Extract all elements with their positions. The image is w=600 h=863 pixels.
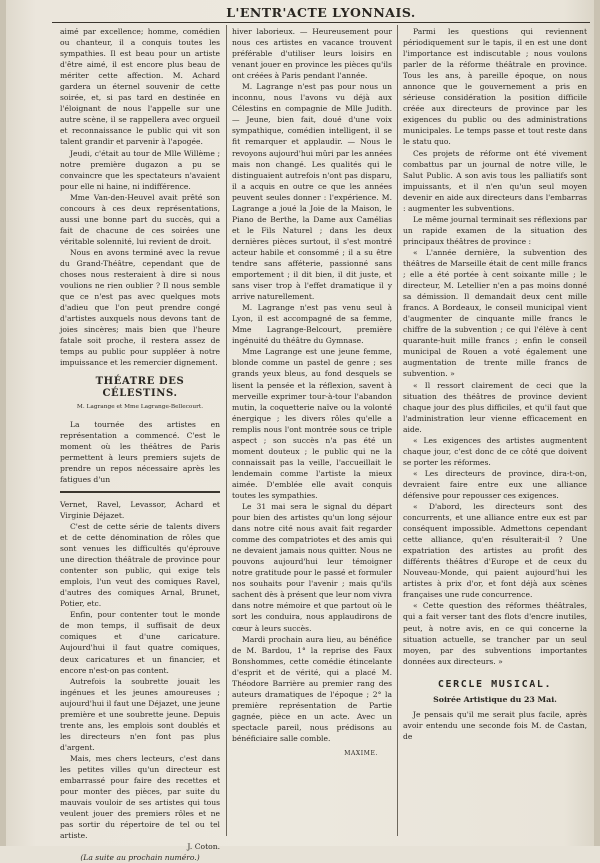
paragraph: aimé par excellence; homme, comédien ou chanteur, il a conquis toutes les sympathies. Il est beau pour un artiste d'être aimé, il est encore plus beau de mériter cette affection. M. Achard gardera un éternel souvenir de cette soirée, et, si pas tard en destinée en l'éloignant de nous l'appelle sur une autre scène, il se rappellera avec orgueil et reconnaissance le public qui vit son talent grandir et parvenir à l'apogée.: [60, 27, 220, 147]
author-signature: J. Coton.: [187, 842, 220, 852]
paragraph: « D'abord, les directeurs sont des concurrents, et une alliance entre eux est par conséquent impossible. Admettons cependant cette alliance, qu'en résulterait-il ? Une expatriation des artistes au profit des différents théâtres d'Europe et de ceux du Nouveau-Monde, qui paient aujourd'hui les artistes à prix d'or, et font déjà aux scènes françaises une rude concurrence.: [403, 502, 587, 600]
paragraph: « Il ressort clairement de ceci que la situation des théâtres de province devient chaque jour des plus difficiles, et qu'il faut que l'administration leur vienne efficacement en aide.: [403, 380, 587, 434]
paragraph: Jeudi, c'était au tour de Mlle Willème ; notre première dugazon a pu se convaincre que les spectateurs n'avaient pour elle ni haine, ni indifférence.: [60, 148, 220, 191]
paragraph: « L'année dernière, la subvention des théâtres de Marseille était de cent mille francs ; elle a été portée à cent soixante mille ; le directeur, M. Letellier n'en a pas moins donné sa démission. Il demandait deux cent mille francs. A Bordeaux, le conseil municipal vient d'augmenter de cinquante mille francs le chiffre de la subvention ; ce qui l'élève à cent quarante-huit mille francs ; enfin le conseil municipal de Rouen a voté également une augmentation de trente mille francs de subvention. »: [403, 247, 587, 379]
paragraph: Mme Lagrange est une jeune femme, blonde comme un pastel de genre ; ses grands yeux bleus, au fond desquels se lisent la pensée et la réflexion, savent à merveille exprimer tour-à-tour l'abandon mutin, la coquetterie naïve ou la volonté énergique ; les divers rôles qu'elle a remplis nous l'ont montrée sous ce triple aspect ; son succès n'a pas été un moment douteux ; le public qui ne la connaissait pas la veille, l'accueillait le lendemain comme l'artiste la mieux aimée. D'emblée elle avait conquis toutes les sympathies.: [232, 347, 392, 500]
paragraph: Mais, mes chers lecteurs, c'est dans les petites villes qu'un directeur est embarrassé pour faire des recettes et pour monter des pièces, par suite du mauvais vouloir de ses artistes qui tous veulent jouer des premiers rôles et ne pas sortir du répertoire de tel ou tel artiste.: [60, 753, 220, 841]
column-right: [403, 26, 587, 834]
page-title: L'ENTR'ACTE LYONNAIS.: [226, 5, 416, 20]
page-edge-right: [594, 0, 600, 846]
paragraph: Je pensais qu'il me serait plus facile, après avoir entendu une seconde fois M. de Castan, de: [403, 709, 587, 741]
paragraph: Le même journal terminait ses réflexions par un rapide examen de la situation des principaux théâtres de province :: [403, 214, 587, 246]
paragraph: « Les directeurs de province, dira-t-on, devraient faire entre eux une alliance défensive pour repousser ces exigences.: [403, 468, 587, 500]
column-left: [60, 26, 220, 863]
paragraph: Ces projets de réforme ont été vivement combattus par un journal de notre ville, le Salut Public. A son avis tous les palliatifs sont impuissants, et il n'en qu'un seul moyen devenir en aide aux directeurs dans l'embarras : augmenter les subventions.: [403, 148, 587, 213]
paragraph: « Cette question des réformes théâtrales, qui a fait verser tant des flots d'encre inutiles, peut, à notre avis, en ce qui concerne la situation actuelle, se trancher par un seul moyen, par des subventions importantes données aux directeurs. »: [403, 601, 587, 666]
paragraph: La tournée des artistes en représentation a commencé. C'est le moment où les théâtres de Paris permettent à leurs premiers sujets de prendre un repos nécessaire après les fatigues d'un: [60, 419, 220, 484]
paragraph: Mme Van-den-Heuvel avait prêté son concours à ces deux représentations, aussi une bonne part du succès, qui a fait de chacune de ces soirées une véritable solennité, lui revient de droit.: [60, 192, 220, 246]
paragraph: M. Lagrange n'est pas venu seul à Lyon, il est accompagné de sa femme, Mme Lagrange-Belcourt, première ingénuité du théâtre du Gymnase.: [232, 303, 392, 346]
paragraph: « Les exigences des artistes augmentent chaque jour, c'est donc de ce côté que doivent se porter les réformes.: [403, 435, 587, 467]
section-divider: [60, 491, 220, 493]
page-edge-left: [0, 0, 6, 846]
paragraph: Nous en avons terminé avec la revue du Grand-Théâtre, cependant que de choses nous resteraient à dire si nous voulions ne rien oublier ? Il nous semble que ce n'est pas avec quelques mots d'adieu que l'on peut prendre congé d'artistes auxquels nous devons tant de joies sincères; mais bien que l'heure fatale soit proche, il restera assez de temps au public pour suppléer à notre impuissance et les remercier dignement.: [60, 247, 220, 368]
section-title: THÉATRE DES CÉLESTINS.: [95, 376, 185, 399]
paragraph: Autrefois la soubrette jouait les ingénues et les jeunes amoureuses ; aujourd'hui il faut une Déjazet, une jeune première et une soubrette jeune. Depuis trente ans, les emplois sont doublés et les directeurs n'en font pas plus d'argent.: [60, 676, 220, 752]
paragraph: Mardi prochain aura lieu, au bénéfice de M. Bardou, 1° la reprise des Faux Bonshommes, cette comédie étincelante d'esprit et de vérité, qui a placé M. Théodore Barrière au premier rang des auteurs dramatiques de l'époque ; 2° la première représentation de Partie gagnée, pièce en un acte. Avec un spectacle pareil, nous prédisons au bénéficiaire salle comble.: [232, 634, 392, 743]
section-subtitle-soiree: Soirée Artistique du 23 Mai.: [433, 694, 557, 704]
column-divider: [397, 25, 398, 836]
paragraph: hiver laborieux. — Heureusement pour nous ces artistes en vacance trouvent préférable d'utiliser leurs loisirs en venant jouer en province les pièces qu'ils ont créées à Paris pendant l'année.: [232, 27, 392, 81]
paragraph: M. Lagrange n'est pas pour nous un inconnu, nous l'avons vu déjà aux Célestins en compagnie de Mlle Judith. — Jeune, bien fait, doué d'une voix sympathique, comédien intelligent, il se fit remarquer et applaudir. — Nous le revoyons aujourd'hui mûri par les années mais non changé. Les qualités qui le distinguaient autrefois n'ont pas disparu, il a acquis en outre ce que les années peuvent seules donner : l'expérience. M. Lagrange a joué la Joie de la Maison, le Piano de Berthe, la Dame aux Camélias et le Fils Naturel ; dans les deux dernières pièces surtout, il s'est montré acteur habile et consommé ; il a su être tendre sans afféterie, passionné sans emportement ; il dit bien, il dit juste, et sans viser trop à l'effet dramatique il y arrive naturellement.: [232, 82, 392, 302]
paragraph: Enfin, pour contenter tout le monde de mon temps, il suffisait de deux comiques et d'une caricature. Aujourd'hui il faut quatre comiques, deux caricatures et un financier, et encore n'est-on pas content.: [60, 610, 220, 675]
paragraph: Le 31 mai sera le signal du départ pour bien des artistes qu'un long séjour dans notre cité nous avait fait regarder comme des compatriotes et des amis qui ne devaient jamais nous quitter. Nous ne pouvons aujourd'hui leur témoigner notre gratitude pour le passé et formuler nos souhaits pour l'avenir ; mais qu'ils sachent dès à présent que leur nom vivra dans notre mémoire et que partout où le sort les conduira, nous applaudirons de cœur à leurs succès.: [232, 502, 392, 633]
section-subtitle: M. Lagrange et Mme Lagrange-Bellecourt.: [76, 403, 204, 410]
paragraph: Vernet, Ravel, Levassor, Achard et Virginie Déjazet.: [60, 499, 220, 520]
paragraph: Parmi les questions qui reviennent périodiquement sur le tapis, il en est une dont l'importance est indiscutable ; nous voulons parler de la réforme théâtrale en province. Tous les ans, à pareille époque, on nous annonce que le gouvernement a pris en sérieuse considération la position difficile créée aux directeurs de province par les exigences du public ou des administrations municipales. Le temps passe et tout reste dans le statu quo.: [403, 27, 587, 147]
section-title-cercle: CERCLE MUSICAL.: [437, 678, 553, 690]
author-signature: MAXIME.: [344, 750, 378, 758]
column-middle: [232, 26, 392, 834]
paragraph: C'est de cette série de talents divers et de cette dénomination de rôles que sont venues les difficultés qu'éprouve une direction théâtrale de province pour contenter son public, qui exige tels emplois, l'un veut des comiques Ravel, d'autres des comiques Arnal, Brunet, Potier, etc.: [60, 521, 220, 609]
page-header: [52, 4, 590, 23]
continued-note: (La suite au prochain numéro.): [80, 853, 200, 863]
column-divider: [226, 25, 227, 836]
